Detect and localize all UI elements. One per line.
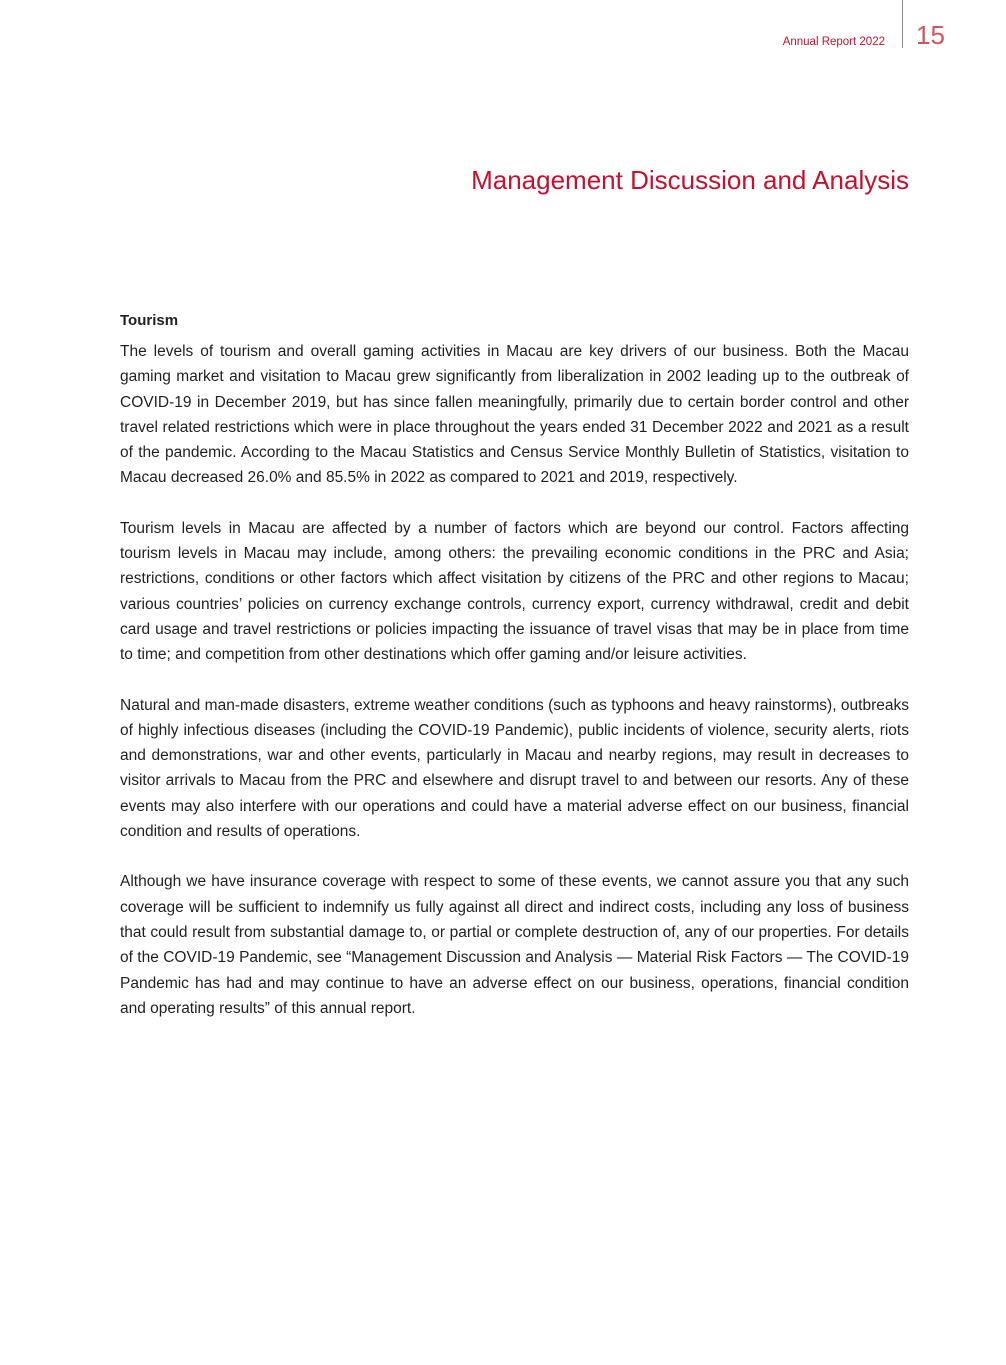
- paragraph-3: Natural and man-made disasters, extreme weather conditions (such as typhoons and heavy rainstorms), outbreaks of highly infectious diseases (including the COVID-19 Pandemic), public incidents of violence, security alerts, riots and demonstrations, war and other events, particularly in Macau and nearby regions, may result in decreases to visitor arrivals to Macau from the PRC and elsewhere and disrupt travel to and between our resorts. Any of these events may also interfere with our operations and could have a material adverse effect on our business, financial condition and results of operations.: [120, 696, 909, 841]
- body-content: [120, 311, 909, 1046]
- paragraph-4: Although we have insurance coverage with respect to some of these events, we cannot assure you that any such coverage will be sufficient to indemnify us fully against all direct and indirect costs, including any loss of business that could result from substantial damage to, or partial or complete destruction of, any of our properties. For details of the COVID-19 Pandemic, see “Management Discussion and Analysis — Material Risk Factors — The COVID-19 Pandemic has had and may continue to have an adverse effect on our business, operations, financial condition and operating results” of this annual report.: [120, 873, 909, 1017]
- paragraph-2: Tourism levels in Macau are affected by a number of factors which are beyond our control. Factors affecting tourism levels in Macau may include, among others: the prevailing economic conditions in the PRC and Asia; restrictions, conditions or other factors which affect visitation by citizens of the PRC and other regions to Macau; various countries’ policies on currency exchange controls, currency export, currency withdrawal, credit and debit card usage and travel restrictions or policies impacting the issuance of travel visas that may be in place from time to time; and competition from other destinations which offer gaming and/or leisure activities.: [120, 519, 909, 664]
- page-header: [606, 0, 1006, 60]
- subheading-tourism: Tourism: [120, 312, 179, 329]
- section-title: Management Discussion and Analysis: [471, 165, 909, 195]
- paragraph-1: The levels of tourism and overall gaming activities in Macau are key drivers of our business. Both the Macau gaming market and visitation to Macau grew significantly from liberalization in 2002 leading up to the outbreak of COVID-19 in December 2019, but has since fallen meaningfully, primarily due to certain border control and other travel related restrictions which were in place throughout the years ended 31 December 2022 and 2021 as a result of the pandemic. According to the Macau Statistics and Census Service Monthly Bulletin of Statistics, visitation to Macau decreased 26.0% and 85.5% in 2022 as compared to 2021 and 2019, respectively.: [120, 343, 909, 487]
- header-divider: [902, 0, 903, 48]
- report-label: Annual Report 2022: [782, 36, 885, 48]
- page-number: 15: [916, 20, 945, 50]
